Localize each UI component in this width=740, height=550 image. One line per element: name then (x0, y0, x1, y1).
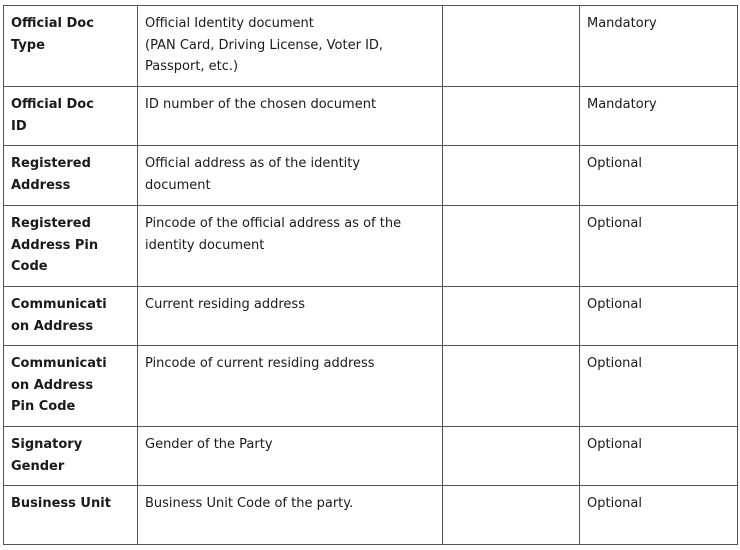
field-description-cell (138, 427, 443, 486)
field-name-cell (4, 206, 138, 287)
table-row (4, 146, 738, 206)
field-name-line: on Address (11, 377, 94, 393)
requirement-cell: Mandatory (580, 87, 738, 146)
field-name-line: Address (11, 177, 71, 193)
field-description-cell (138, 6, 443, 87)
field-name-cell (4, 287, 138, 346)
empty-cell (443, 87, 580, 146)
field-description-line: Pincode of the official address as of the (145, 216, 402, 231)
field-name-line: Pin Code (11, 399, 76, 414)
requirement-cell: Mandatory (580, 6, 738, 87)
table-row (4, 206, 738, 287)
table-row (4, 486, 738, 545)
field-description-line: Business Unit Code of the party. (145, 496, 354, 511)
requirement-cell: Optional (580, 146, 738, 206)
field-name-line: Business Unit (11, 496, 111, 511)
field-description-line: Gender of the Party (145, 437, 273, 452)
field-description-cell (138, 287, 443, 346)
empty-cell (443, 287, 580, 346)
field-description-cell (138, 146, 443, 206)
empty-cell (443, 486, 580, 545)
field-description-line: Official Identity document (145, 16, 314, 31)
field-description-line: identity document (145, 237, 265, 253)
field-name-line: Type (11, 37, 45, 53)
field-name-cell (4, 146, 138, 206)
field-name-line: Code (11, 259, 48, 274)
field-definition-table (3, 5, 738, 545)
field-description-line: ID number of the chosen document (145, 97, 377, 112)
field-name-line: Communicati (11, 356, 107, 371)
field-description-line: Pincode of current residing address (145, 356, 375, 371)
field-description-line: Official address as of the identity (145, 156, 361, 171)
field-name-line: Address Pin (11, 237, 99, 253)
empty-cell (443, 346, 580, 427)
table-row (4, 287, 738, 346)
field-name-line: ID (11, 118, 27, 134)
field-description-cell (138, 346, 443, 427)
empty-cell (443, 206, 580, 287)
field-name-line: Communicati (11, 297, 107, 312)
field-name-line: Registered (11, 216, 91, 231)
empty-cell (443, 427, 580, 486)
empty-cell (443, 146, 580, 206)
field-description-line: (PAN Card, Driving License, Voter ID, (145, 37, 384, 53)
table-row (4, 427, 738, 486)
table-row (4, 87, 738, 146)
table-body (4, 6, 738, 545)
field-name-line: Gender (11, 458, 65, 474)
field-description-line: document (145, 177, 211, 193)
field-description-line: Current residing address (145, 297, 305, 312)
requirement-cell: Optional (580, 427, 738, 486)
field-description-cell (138, 206, 443, 287)
table-row (4, 346, 738, 427)
field-name-cell (4, 6, 138, 87)
requirement-cell: Optional (580, 346, 738, 427)
field-name-line: Registered (11, 156, 91, 171)
field-description-cell (138, 486, 443, 545)
field-name-line: on Address (11, 318, 94, 334)
field-name-line: Official Doc (11, 97, 94, 112)
field-description-line: Passport, etc.) (145, 59, 239, 74)
field-name-line: Signatory (11, 437, 83, 452)
table-row (4, 6, 738, 87)
requirement-cell: Optional (580, 206, 738, 287)
field-name-cell (4, 486, 138, 545)
requirement-cell: Optional (580, 486, 738, 545)
field-name-cell (4, 87, 138, 146)
field-name-cell (4, 346, 138, 427)
field-description-cell (138, 87, 443, 146)
field-name-line: Official Doc (11, 16, 94, 31)
empty-cell (443, 6, 580, 87)
field-name-cell (4, 427, 138, 486)
requirement-cell: Optional (580, 287, 738, 346)
